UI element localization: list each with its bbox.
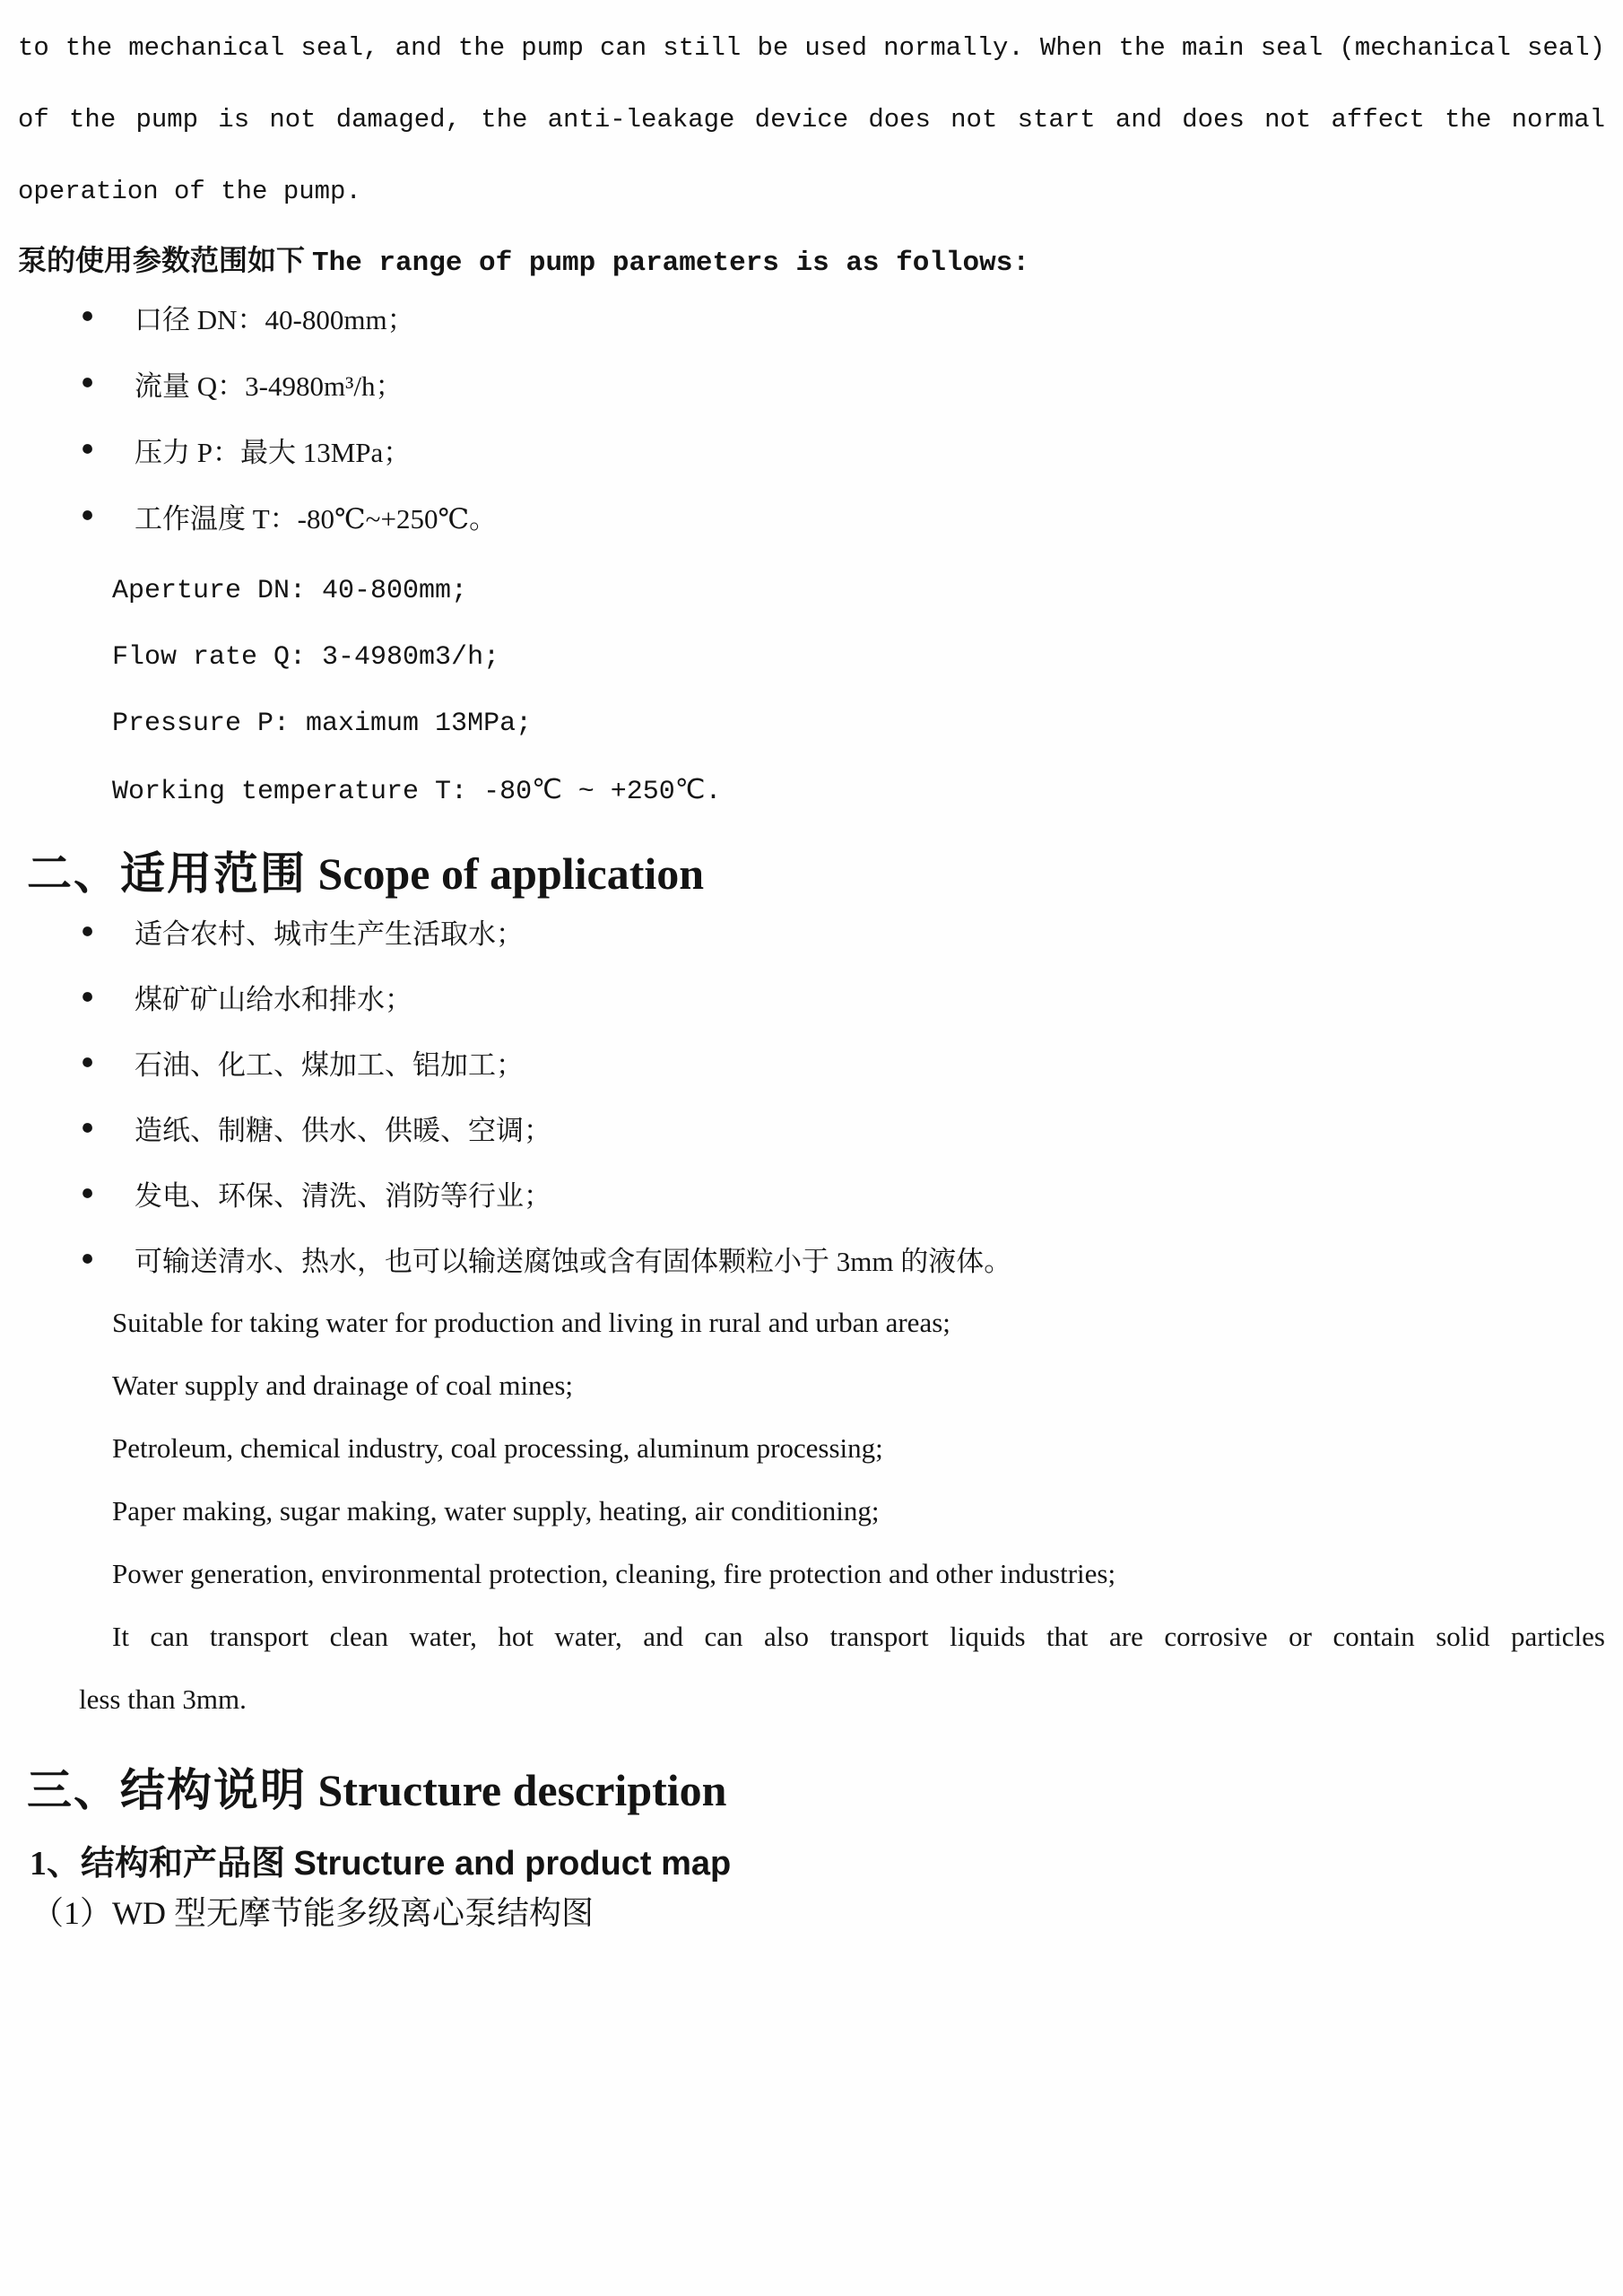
list-item-text: 造纸、制糖、供水、供暖、空调； (135, 1115, 551, 1146)
scope-list-zh (0, 899, 1623, 1292)
figure-caption: （1）WD 型无摩节能多级离心泵结构图 (31, 1895, 594, 1931)
list-item-text: Flow rate Q: 3-4980m3/h; (112, 642, 500, 673)
intro-paragraph (18, 13, 1605, 228)
list-item-text: 石油、化工、煤加工、铝加工； (135, 1049, 524, 1081)
list-item (0, 1226, 1623, 1292)
paragraph-line: Paper making, sugar making, water supply, heating, air conditioning; (112, 1495, 880, 1526)
bullet-icon: ● (81, 918, 95, 943)
bullet-icon: ● (81, 1115, 95, 1139)
list-item-text: 口径 DN：40-800mm； (135, 303, 415, 335)
list-item-text: Pressure P: maximum 13MPa; (112, 709, 533, 739)
list-item-text: 适合农村、城市生产生活取水； (135, 918, 524, 950)
list-item-text: 煤矿矿山给水和排水； (135, 984, 412, 1015)
parameters-heading-en: The range of pump parameters is as follows: (312, 248, 1029, 279)
parameters-heading-zh: 泵的使用参数范围如下 (18, 244, 306, 276)
paragraph-line: to the mechanical seal, and the pump can still be used normally. When the main seal (mechanical seal) (18, 33, 1605, 63)
section-heading-scope (27, 848, 1623, 899)
list-item-text: Working temperature T: -80℃ ~ +250℃. (112, 776, 722, 807)
parameters-list-zh (0, 283, 1623, 549)
bullet-icon: ● (81, 436, 95, 461)
list-item (0, 1095, 1623, 1161)
paragraph-line: Water supply and drainage of coal mines; (112, 1370, 573, 1401)
list-item-text: 发电、环保、清洗、消防等行业； (135, 1180, 551, 1212)
bullet-icon: ● (81, 1049, 95, 1074)
paragraph-line: operation of the pump. (18, 177, 361, 206)
section-heading-en: Scope of application (317, 848, 705, 899)
list-item-text: Aperture DN: 40-800mm; (112, 576, 468, 606)
parameters-list-en (0, 558, 1623, 823)
list-item (0, 1161, 1623, 1226)
list-item (0, 964, 1623, 1030)
section-heading-zh: 三、结构说明 (27, 1765, 307, 1815)
paragraph-line: It can transport clean water, hot water, and can also transport liquids that are corrosive or contain solid particles (112, 1621, 1605, 1652)
section-heading-zh: 二、适用范围 (27, 848, 307, 899)
parameters-heading (18, 240, 1605, 283)
paragraph-line: Suitable for taking water for production and living in rural and urban areas; (112, 1307, 950, 1338)
bullet-icon: ● (81, 984, 95, 1008)
bullet-icon: ● (81, 370, 95, 395)
section-heading-structure (27, 1765, 1623, 1815)
list-item (0, 283, 1623, 350)
bullet-icon: ● (81, 303, 95, 328)
paragraph-line: less than 3mm. (79, 1683, 247, 1715)
sub-heading-zh: 1、结构和产品图 (30, 1845, 286, 1883)
paragraph-line: Power generation, environmental protection, cleaning, fire protection and other industries; (112, 1558, 1116, 1589)
list-item-text: 工作温度 T：-80℃~+250℃。 (135, 502, 498, 535)
bullet-icon: ● (81, 502, 95, 527)
list-item-text: 可输送清水、热水，也可以输送腐蚀或含有固体颗粒小于 3mm 的液体。 (135, 1246, 1012, 1277)
paragraph-line: of the pump is not damaged, the anti-leakage device does not start and does not affect the normal (18, 105, 1605, 135)
sub-heading-structure-map (30, 1842, 1623, 1885)
scope-list-en (0, 1292, 1623, 1731)
list-item (0, 350, 1623, 416)
list-item (0, 1030, 1623, 1095)
paragraph-line: Petroleum, chemical industry, coal processing, aluminum processing; (112, 1432, 883, 1464)
bullet-icon: ● (81, 1180, 95, 1205)
section-heading-en: Structure description (317, 1765, 727, 1815)
list-item-text: 压力 P：最大 13MPa； (135, 436, 412, 468)
bullet-icon: ● (81, 1246, 95, 1270)
list-item (0, 416, 1623, 483)
list-item (0, 899, 1623, 964)
list-item (0, 483, 1623, 549)
list-item-text: 流量 Q：3-4980m³/h； (135, 370, 404, 402)
sub-heading-en: Structure and product map (293, 1845, 732, 1883)
